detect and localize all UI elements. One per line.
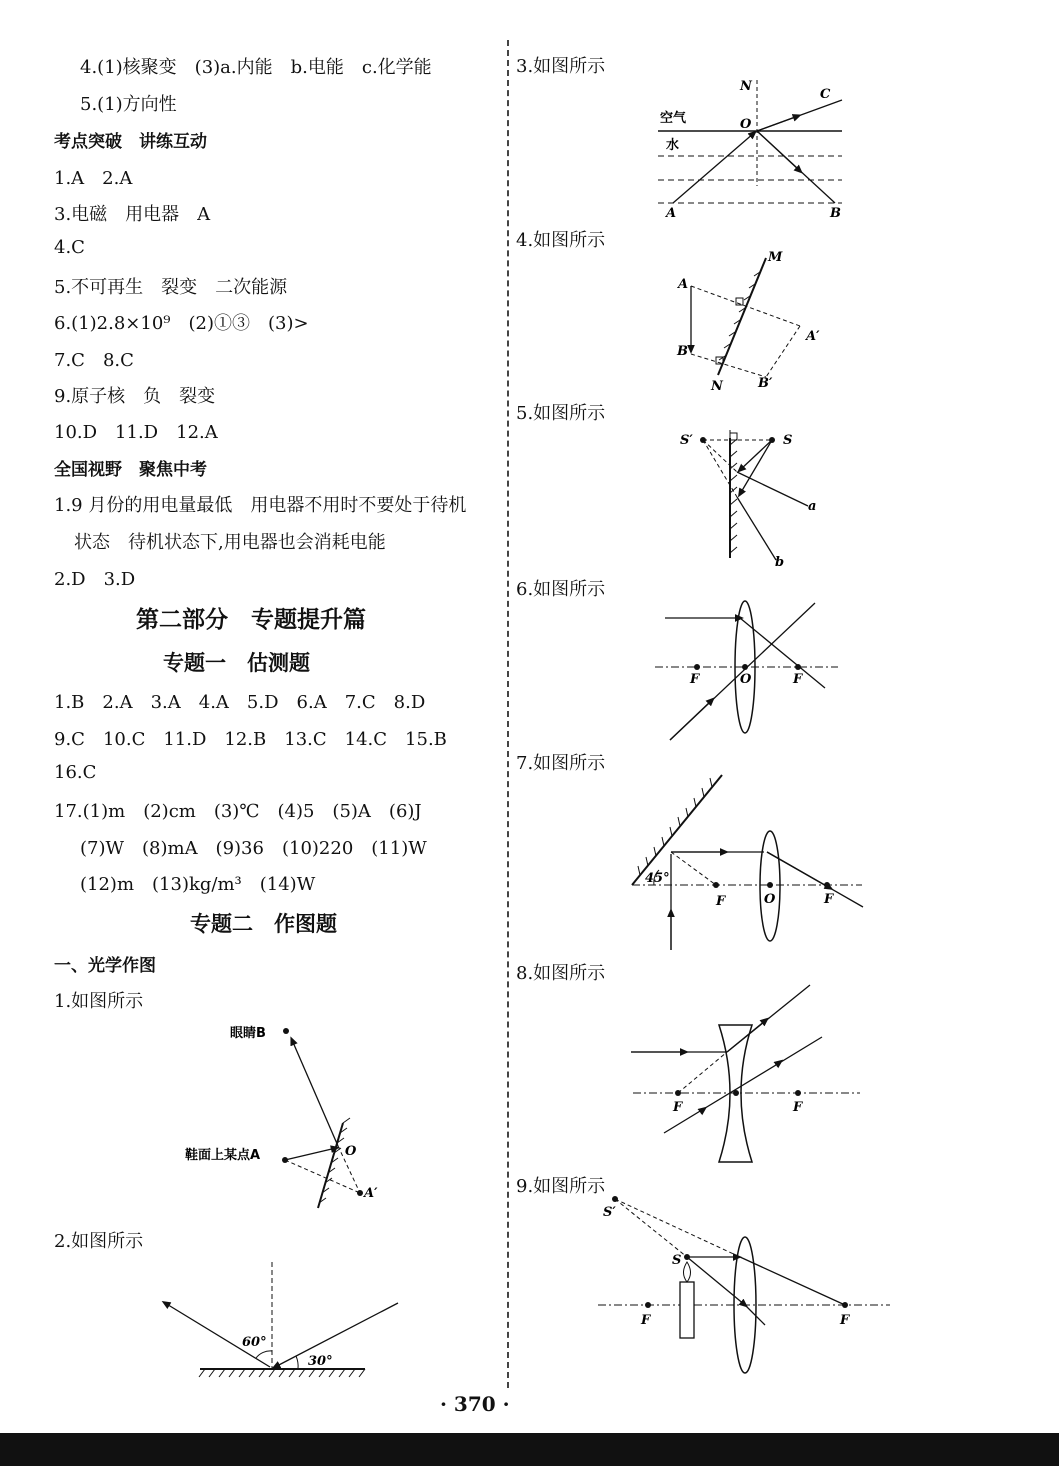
question-label: 5.如图所示 bbox=[516, 403, 606, 424]
answer-line: 9.C 10.C 11.D 12.B 13.C 14.C 15.B bbox=[54, 729, 447, 750]
fig2-angle2: 30° bbox=[308, 1354, 333, 1369]
fig4-m: M bbox=[768, 250, 783, 265]
fig9-f1: F bbox=[641, 1313, 651, 1328]
fig6-f2: F bbox=[793, 672, 803, 687]
answer-line: 17.(1)m (2)cm (3)℃ (4)5 (5)A (6)J bbox=[54, 801, 422, 822]
fig1-eye-label: 眼睛B bbox=[230, 1026, 266, 1041]
answer-line: 1.B 2.A 3.A 4.A 5.D 6.A 7.C 8.D bbox=[54, 692, 426, 713]
fig3-water: 水 bbox=[666, 138, 680, 153]
answer-line: 4.(1)核聚变 (3)a.内能 b.电能 c.化学能 bbox=[80, 57, 432, 78]
fig8-f1: F bbox=[673, 1100, 683, 1115]
section-heading: 全国视野 聚焦中考 bbox=[54, 460, 207, 480]
fig5-b: b bbox=[775, 555, 785, 570]
section-heading: 考点突破 讲练互动 bbox=[54, 132, 207, 152]
answer-line: 9.原子核 负 裂变 bbox=[54, 386, 216, 407]
fig9-f2: F bbox=[840, 1313, 850, 1328]
question-label: 3.如图所示 bbox=[516, 56, 606, 77]
fig2-angle1: 60° bbox=[242, 1335, 267, 1350]
figure-8-concave-lens bbox=[631, 985, 860, 1162]
fig5-a: a bbox=[808, 499, 817, 514]
part-title: 第二部分 专题提升篇 bbox=[136, 607, 366, 633]
fig7-f1: F bbox=[716, 894, 726, 909]
figure-3-refraction bbox=[658, 79, 842, 221]
answer-line: 5.(1)方向性 bbox=[80, 94, 177, 115]
fig4-n: N bbox=[711, 379, 723, 394]
answer-line: 1.A 2.A bbox=[54, 168, 133, 189]
figure-6-convex-lens bbox=[655, 601, 838, 740]
question-label: 7.如图所示 bbox=[516, 753, 606, 774]
fig4-a: A bbox=[678, 277, 689, 292]
answer-line: 5.不可再生 裂变 二次能源 bbox=[54, 277, 288, 298]
answer-line: 1.9 月份的用电量最低 用电器不用时不要处于待机 bbox=[54, 495, 467, 516]
figure-5-point-source bbox=[680, 430, 816, 570]
answer-line: 6.(1)2.8×10⁹ (2)①③ (3)> bbox=[54, 313, 309, 334]
section-heading: 一、光学作图 bbox=[54, 956, 156, 976]
figure-2-reflection-angle bbox=[165, 1262, 398, 1377]
page-number: · 370 · bbox=[440, 1392, 510, 1416]
question-label: 1.如图所示 bbox=[54, 991, 144, 1012]
fig6-f1: F bbox=[690, 672, 700, 687]
fig7-o: O bbox=[764, 892, 776, 907]
footer-bar bbox=[0, 1433, 1059, 1466]
fig1-image-label: A′ bbox=[364, 1186, 378, 1201]
answer-line: 7.C 8.C bbox=[54, 350, 134, 371]
fig1-point-label: 鞋面上某点A bbox=[185, 1148, 261, 1163]
fig4-a-img: A′ bbox=[806, 329, 820, 344]
question-label: 4.如图所示 bbox=[516, 230, 606, 251]
question-label: 8.如图所示 bbox=[516, 963, 606, 984]
fig3-a: A bbox=[666, 206, 677, 221]
figure-9-candle-lens bbox=[598, 1196, 890, 1373]
fig9-s: S bbox=[672, 1253, 682, 1268]
answer-line: (7)W (8)mA (9)36 (10)220 (11)W bbox=[80, 838, 427, 859]
fig3-air: 空气 bbox=[660, 111, 687, 126]
fig8-f2: F bbox=[793, 1100, 803, 1115]
answer-line: (12)m (13)kg/m³ (14)W bbox=[80, 874, 316, 895]
fig7-angle: 45° bbox=[645, 871, 670, 886]
question-label: 9.如图所示 bbox=[516, 1176, 606, 1197]
topic-title: 专题一 估测题 bbox=[163, 651, 310, 675]
answer-line: 4.C bbox=[54, 237, 85, 258]
fig7-f2: F bbox=[824, 892, 834, 907]
fig9-s-img: S′ bbox=[603, 1205, 616, 1220]
fig3-b: B bbox=[830, 206, 841, 221]
answer-line: 16.C bbox=[54, 762, 97, 783]
answer-line: 状态 待机状态下,用电器也会消耗电能 bbox=[74, 532, 386, 553]
fig3-c: C bbox=[820, 87, 831, 102]
answer-line: 10.D 11.D 12.A bbox=[54, 422, 218, 443]
fig1-o-label: O bbox=[345, 1144, 357, 1159]
fig4-b-img: B′ bbox=[758, 376, 773, 391]
fig3-n: N bbox=[740, 79, 752, 94]
answer-line: 2.D 3.D bbox=[54, 569, 136, 590]
fig5-s-img: S′ bbox=[680, 433, 693, 448]
topic-title: 专题二 作图题 bbox=[190, 912, 337, 936]
fig4-b: B bbox=[677, 344, 688, 359]
question-label: 6.如图所示 bbox=[516, 579, 606, 600]
answer-line: 3.电磁 用电器 A bbox=[54, 204, 211, 225]
figure-4-plane-mirror bbox=[676, 250, 820, 394]
fig5-s: S bbox=[783, 433, 793, 448]
fig6-o: O bbox=[740, 672, 752, 687]
question-label: 2.如图所示 bbox=[54, 1231, 144, 1252]
figure-7-mirror-lens bbox=[632, 775, 863, 950]
fig3-o: O bbox=[740, 117, 752, 132]
